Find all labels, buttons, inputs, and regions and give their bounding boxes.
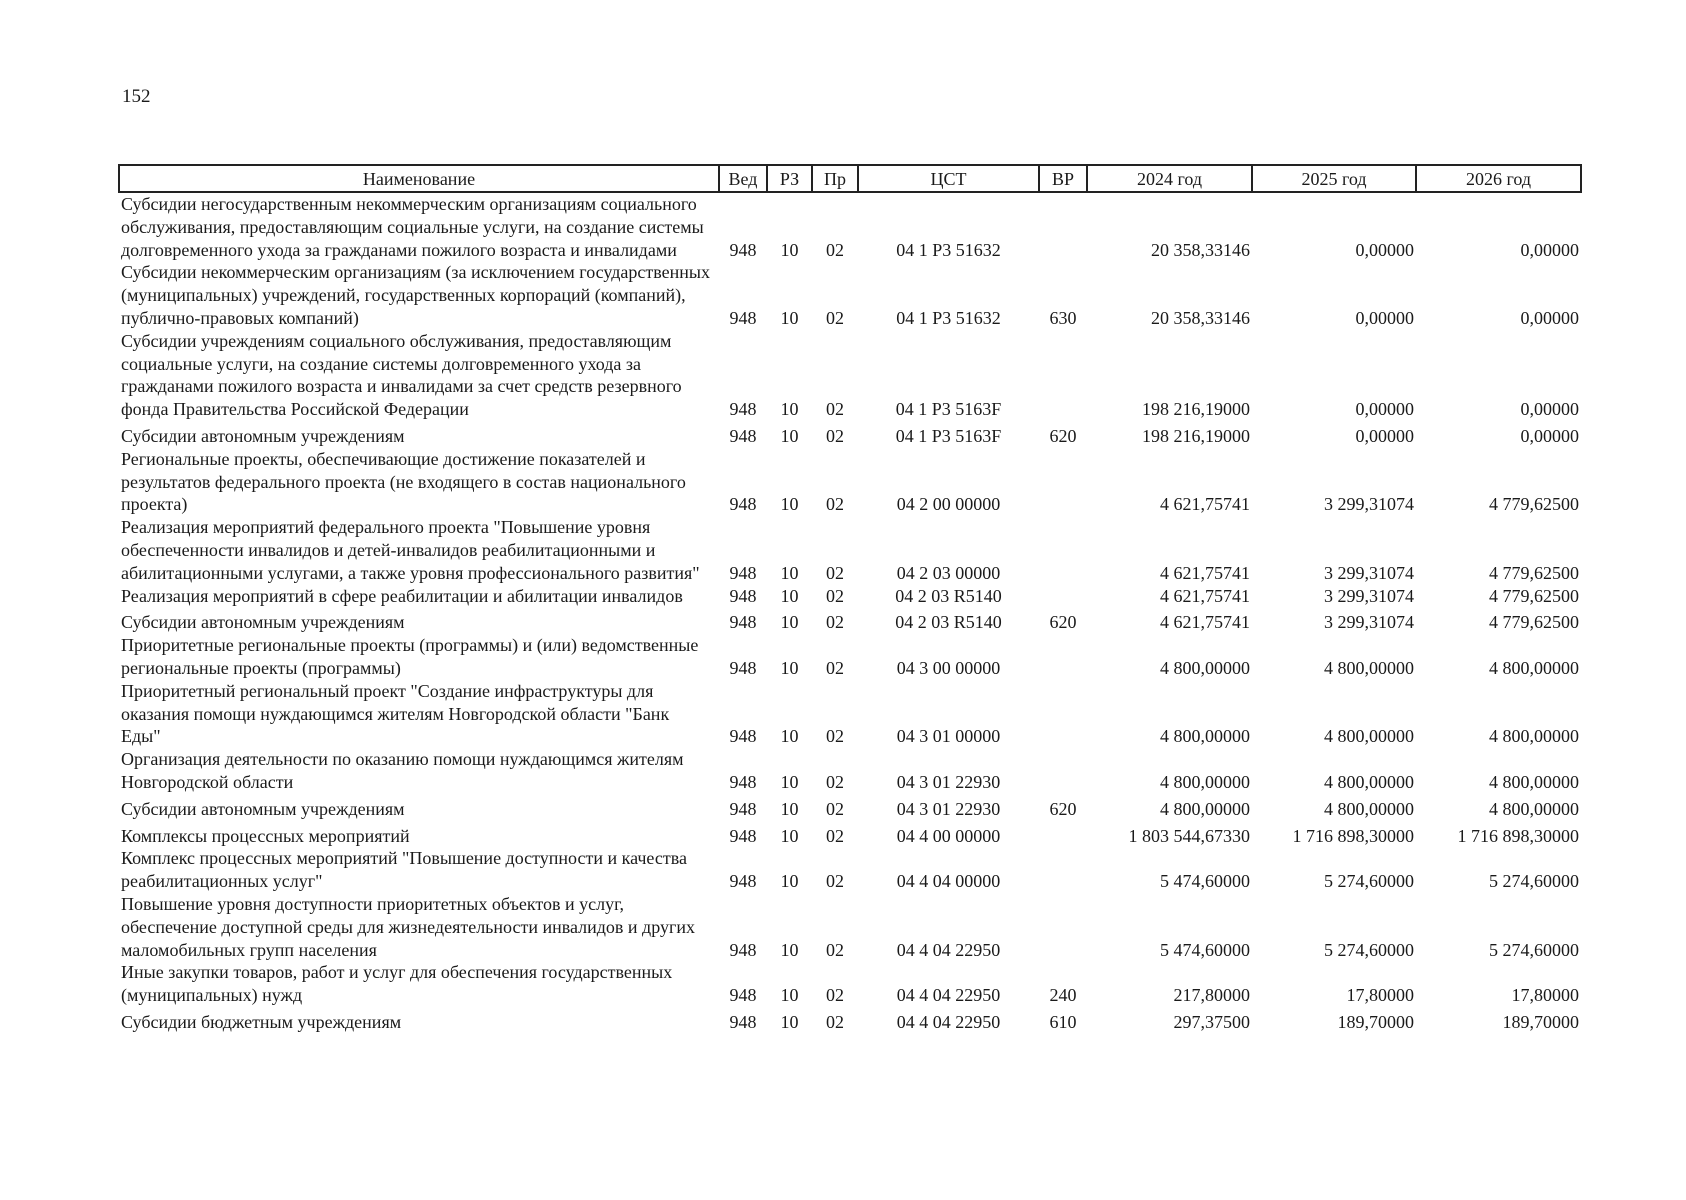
row-ved: 948 [729,1011,757,1032]
row-2026: 4 800,00000 [1489,798,1579,819]
row-name: Комплексы процессных мероприятий [121,825,410,846]
table-row [119,847,1581,893]
row-vr [1039,893,1087,961]
row-2025: 0,00000 [1355,425,1414,446]
row-2025: 1 716 898,30000 [1292,825,1414,846]
row-2025: 5 274,60000 [1324,939,1414,960]
row-cst: 04 3 01 22930 [896,771,1001,792]
row-vr: 620 [1049,425,1077,446]
row-2025: 3 299,31074 [1324,585,1414,606]
row-2026: 5 274,60000 [1489,939,1579,960]
row-2024: 20 358,33146 [1151,239,1250,260]
table-row [119,192,1581,261]
row-2025: 189,70000 [1337,1011,1414,1032]
row-2024: 4 621,75741 [1160,585,1250,606]
row-pr: 02 [826,871,844,892]
row-pr: 02 [826,771,844,792]
row-vr: 240 [1049,985,1077,1006]
table-row [119,330,1581,421]
row-name: Реализация мероприятий федерального проекта "Повышение уровня обеспеченности инвалидов и детей-инвалидов реабилитационными и абилитационными услугами, а также уровня профессионального развития" [121,517,700,583]
row-rz: 10 [780,425,799,446]
table-body [119,192,1581,1034]
row-2026: 189,70000 [1502,1011,1579,1032]
header-vr: ВР [1039,165,1087,192]
row-rz: 10 [780,612,799,633]
row-vr [1039,634,1087,680]
row-cst: 04 4 04 00000 [896,871,1001,892]
row-2026: 0,00000 [1520,307,1579,328]
row-2024: 20 358,33146 [1151,307,1250,328]
table-row [119,585,1581,608]
row-vr [1039,585,1087,608]
row-rz: 10 [780,239,799,260]
row-vr [1039,330,1087,421]
row-pr: 02 [826,239,844,260]
row-cst: 04 1 Р3 5163F [895,425,1002,446]
row-rz: 10 [780,562,799,583]
row-2026: 4 779,62500 [1489,585,1579,606]
row-rz: 10 [780,825,799,846]
row-2025: 5 274,60000 [1324,871,1414,892]
row-ved: 948 [729,825,757,846]
row-vr [1039,680,1087,748]
row-vr [1039,516,1087,584]
row-2024: 198 216,19000 [1142,399,1250,420]
row-2026: 1 716 898,30000 [1457,825,1579,846]
row-2024: 5 474,60000 [1160,939,1250,960]
row-pr: 02 [826,399,844,420]
row-cst: 04 1 Р3 51632 [896,239,1001,260]
table-header [119,165,1581,192]
table-row [119,794,1581,821]
row-ved: 948 [729,798,757,819]
header-2026: 2026 год [1416,165,1581,192]
row-pr: 02 [826,1011,844,1032]
row-rz: 10 [780,726,799,747]
row-2025: 4 800,00000 [1324,726,1414,747]
table-row [119,1007,1581,1034]
row-2025: 0,00000 [1355,399,1414,420]
row-ved: 948 [729,939,757,960]
row-pr: 02 [826,494,844,515]
page-number: 152 [122,86,151,107]
row-2024: 1 803 544,67330 [1128,825,1250,846]
row-2024: 198 216,19000 [1142,425,1250,446]
header-2024: 2024 год [1087,165,1252,192]
row-name: Субсидии автономным учреждениям [121,425,405,446]
row-name: Организация деятельности по оказанию помощи нуждающимся жителям Новгородской области [121,749,684,792]
row-name: Субсидии бюджетным учреждениям [121,1011,402,1032]
row-cst: 04 2 03 R5140 [895,612,1002,633]
row-ved: 948 [729,425,757,446]
row-ved: 948 [729,771,757,792]
row-name: Субсидии автономным учреждениям [121,612,405,633]
row-2026: 4 779,62500 [1489,494,1579,515]
row-cst: 04 1 Р3 51632 [896,307,1001,328]
row-cst: 04 2 03 R5140 [895,585,1002,606]
budget-table [118,164,1582,1034]
header-2025: 2025 год [1252,165,1416,192]
row-2025: 0,00000 [1355,239,1414,260]
row-pr: 02 [826,307,844,328]
row-2026: 0,00000 [1520,399,1579,420]
row-pr: 02 [826,726,844,747]
row-2026: 5 274,60000 [1489,871,1579,892]
row-2025: 4 800,00000 [1324,771,1414,792]
row-rz: 10 [780,399,799,420]
row-ved: 948 [729,871,757,892]
row-cst: 04 2 03 00000 [896,562,1001,583]
row-pr: 02 [826,585,844,606]
table-row [119,261,1581,329]
row-2024: 4 621,75741 [1160,494,1250,515]
row-2024: 4 800,00000 [1160,798,1250,819]
row-2024: 297,37500 [1173,1011,1250,1032]
row-pr: 02 [826,425,844,446]
table-row [119,680,1581,748]
row-name: Субсидии автономным учреждениям [121,798,405,819]
header-name: Наименование [119,165,719,192]
row-name: Субсидии некоммерческим организациям (за исключением государственных (муниципальных) учреждений, государственных корпораций (компаний), публично-правовых компаний) [121,262,711,328]
row-cst: 04 4 04 22950 [896,1011,1001,1032]
row-cst: 04 4 04 22950 [896,985,1001,1006]
row-ved: 948 [729,612,757,633]
row-name: Субсидии негосударственным некоммерческим организациям социального обслуживания, предоставляющим социальные услуги, на создание системы долговременного ухода за гражданами пожилого возраста и инвалидами [121,194,704,260]
row-name: Повышение уровня доступности приоритетных объектов и услуг, обеспечение доступной среды для жизнедеятельности инвалидов и других маломобильных групп населения [121,893,695,960]
row-cst: 04 3 01 22930 [896,798,1001,819]
row-name: Комплекс процессных мероприятий "Повышение доступности и качества реабилитационных услуг" [121,848,687,892]
row-cst: 04 1 Р3 5163F [895,399,1002,420]
row-ved: 948 [729,399,757,420]
table-row [119,893,1581,961]
row-vr [1039,847,1087,893]
row-2024: 4 621,75741 [1160,562,1250,583]
row-2025: 4 800,00000 [1324,798,1414,819]
row-2024: 4 621,75741 [1160,612,1250,633]
row-ved: 948 [729,657,757,678]
table-row [119,748,1581,794]
row-rz: 10 [780,307,799,328]
budget-table-container [118,164,1580,1034]
row-pr: 02 [826,657,844,678]
header-pr: Пр [812,165,858,192]
row-pr: 02 [826,562,844,583]
table-row [119,448,1581,516]
row-2024: 4 800,00000 [1160,726,1250,747]
row-rz: 10 [780,1011,799,1032]
row-rz: 10 [780,657,799,678]
row-name: Приоритетные региональные проекты (программы) и (или) ведомственные региональные проекты (программы) [121,635,699,678]
row-cst: 04 2 00 00000 [896,494,1001,515]
table-row [119,961,1581,1007]
row-2026: 0,00000 [1520,425,1579,446]
row-vr: 610 [1049,1011,1077,1032]
row-cst: 04 4 04 22950 [896,939,1001,960]
row-rz: 10 [780,494,799,515]
row-2026: 4 779,62500 [1489,612,1579,633]
row-rz: 10 [780,585,799,606]
table-row [119,634,1581,680]
row-2026: 17,80000 [1511,985,1579,1006]
row-ved: 948 [729,726,757,747]
row-2024: 5 474,60000 [1160,871,1250,892]
row-vr [1039,748,1087,794]
row-rz: 10 [780,871,799,892]
row-vr: 620 [1049,612,1077,633]
row-rz: 10 [780,798,799,819]
row-vr [1039,192,1087,261]
row-name: Иные закупки товаров, работ и услуг для обеспечения государственных (муниципальных) нужд [121,962,673,1006]
row-2025: 3 299,31074 [1324,494,1414,515]
row-2026: 4 800,00000 [1489,657,1579,678]
row-2026: 4 779,62500 [1489,562,1579,583]
header-ved: Вед [719,165,767,192]
row-2025: 0,00000 [1355,307,1414,328]
table-row [119,516,1581,584]
row-ved: 948 [729,307,757,328]
row-2025: 3 299,31074 [1324,612,1414,633]
row-2025: 4 800,00000 [1324,657,1414,678]
row-ved: 948 [729,494,757,515]
row-2025: 3 299,31074 [1324,562,1414,583]
row-rz: 10 [780,985,799,1006]
row-vr [1039,448,1087,516]
row-vr: 620 [1049,798,1077,819]
row-cst: 04 3 00 00000 [896,657,1001,678]
row-pr: 02 [826,939,844,960]
row-2024: 4 800,00000 [1160,657,1250,678]
row-name: Региональные проекты, обеспечивающие достижение показателей и результатов федерального проекта (не входящего в состав национального проекта) [121,448,686,515]
row-vr [1039,821,1087,848]
row-cst: 04 3 01 00000 [896,726,1001,747]
row-name: Приоритетный региональный проект "Создание инфраструктуры для оказания помощи нуждающимся жителям Новгородской области "Банк Еды" [121,680,670,747]
row-2025: 17,80000 [1346,985,1414,1006]
row-name: Субсидии учреждениям социального обслуживания, предоставляющим социальные услуги, на создание системы долговременного ухода за гражданами пожилого возраста и инвалидами за счет средств резервного фонда Правительства Российской Федерации [121,330,682,420]
table-row [119,821,1581,848]
row-pr: 02 [826,612,844,633]
row-rz: 10 [780,939,799,960]
row-2024: 4 800,00000 [1160,771,1250,792]
row-ved: 948 [729,562,757,583]
row-ved: 948 [729,585,757,606]
table-row [119,421,1581,448]
row-pr: 02 [826,985,844,1006]
table-row [119,607,1581,634]
row-ved: 948 [729,239,757,260]
row-name: Реализация мероприятий в сфере реабилитации и абилитации инвалидов [121,585,683,606]
row-ved: 948 [729,985,757,1006]
row-2026: 4 800,00000 [1489,771,1579,792]
row-cst: 04 4 00 00000 [896,825,1001,846]
row-pr: 02 [826,798,844,819]
row-2026: 4 800,00000 [1489,726,1579,747]
row-vr: 630 [1049,307,1077,328]
row-pr: 02 [826,825,844,846]
row-rz: 10 [780,771,799,792]
row-2024: 217,80000 [1173,985,1250,1006]
header-cst: ЦСТ [858,165,1039,192]
header-rz: РЗ [767,165,812,192]
row-2026: 0,00000 [1520,239,1579,260]
